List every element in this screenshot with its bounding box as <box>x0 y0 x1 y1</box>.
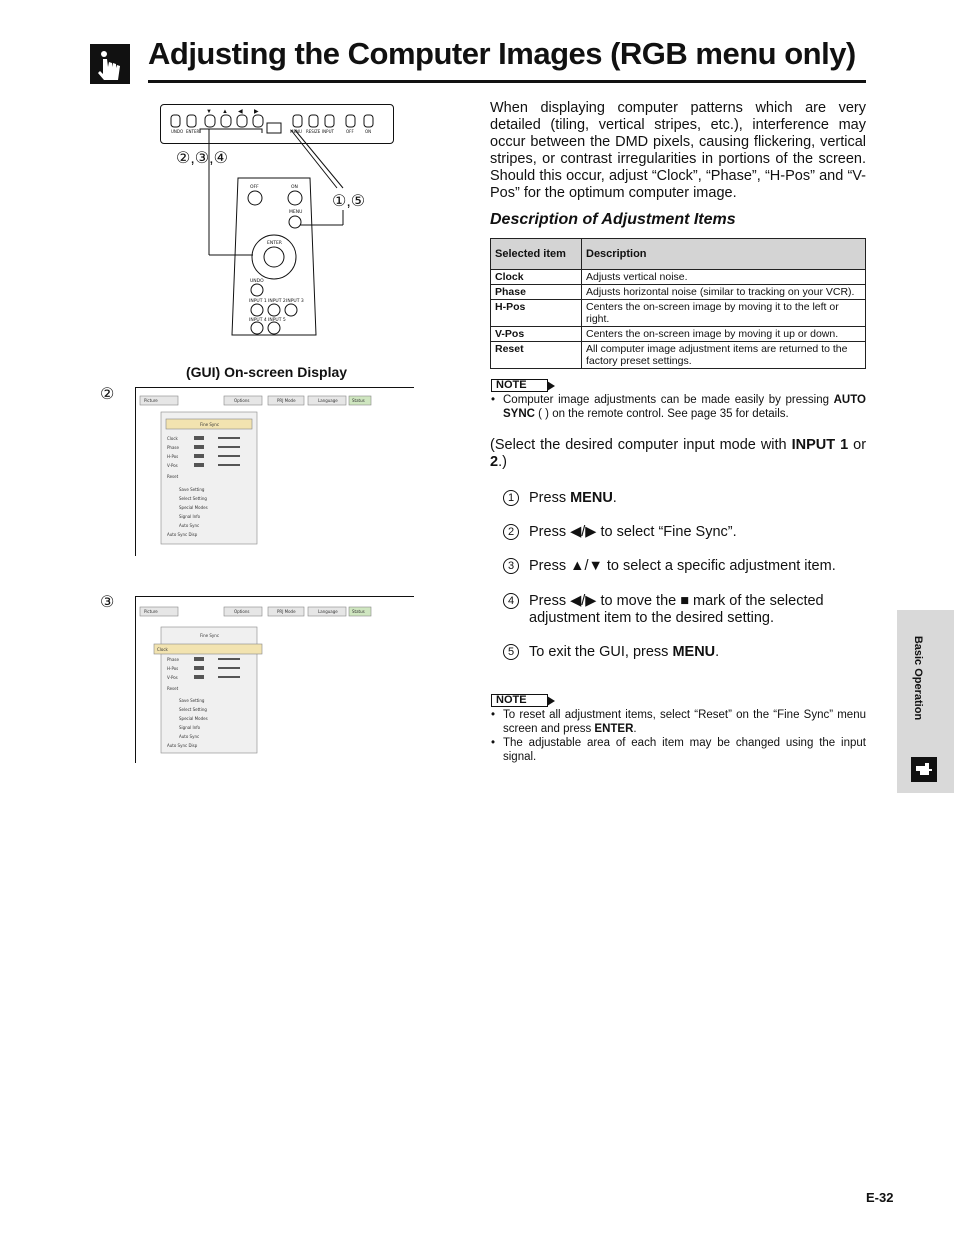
table-header-row <box>491 239 866 270</box>
svg-text:UNDO: UNDO <box>250 279 264 284</box>
svg-text:Signal Info: Signal Info <box>179 514 201 519</box>
svg-text:INPUT 3: INPUT 3 <box>286 299 304 304</box>
table-cell-description: Adjusts horizontal noise (similar to tracking on your VCR). <box>582 285 866 300</box>
table-row <box>491 342 866 369</box>
svg-text:Auto Sync: Auto Sync <box>179 523 200 528</box>
svg-text:Auto Sync Disp: Auto Sync Disp <box>167 743 198 748</box>
svg-text:◀: ◀ <box>238 109 243 115</box>
table-cell-item: Phase <box>491 285 582 300</box>
svg-text:V-Pos: V-Pos <box>167 675 178 680</box>
svg-text:INPUT 2: INPUT 2 <box>268 299 286 304</box>
note-2 <box>490 708 866 764</box>
step-1: 1 Press MENU. <box>503 490 866 507</box>
table-cell-item: Clock <box>491 270 582 285</box>
svg-text:▶: ▶ <box>254 109 259 115</box>
note-1-bullet: • Computer image adjustments can be made easily by pressing AUTO SYNC ( ) on the remote control. See page 35 for details. <box>490 393 866 421</box>
svg-text:INPUT 1: INPUT 1 <box>249 299 267 304</box>
svg-text:V-Pos: V-Pos <box>167 463 178 468</box>
svg-text:MENU: MENU <box>289 210 303 215</box>
svg-text:Reset: Reset <box>167 686 179 691</box>
note-2-bullet-1: • To reset all adjustment items, select “Reset” on the “Fine Sync” menu screen and press ENTER. <box>490 708 866 736</box>
figure-label-3: ③ <box>100 594 115 611</box>
svg-text:INPUT 4: INPUT 4 <box>249 318 267 323</box>
svg-text:Status: Status <box>352 398 365 403</box>
table-header-item: Selected item <box>491 239 582 270</box>
remote-top-resize: RESIZE <box>306 129 321 134</box>
step-2: 2 Press ◀/▶ to select “Fine Sync”. <box>503 524 866 541</box>
gui-screen-step3 <box>135 596 414 763</box>
table-cell-item: H-Pos <box>491 300 582 327</box>
adjustment-items-table <box>490 238 866 369</box>
gui-screen-step2 <box>135 387 414 556</box>
callout-steps-15: ①,⑤ <box>332 193 366 210</box>
remote-top-undo: UNDO <box>171 129 184 134</box>
svg-text:Auto Sync: Auto Sync <box>179 734 200 739</box>
remote-top-on: ON <box>365 129 372 134</box>
svg-text:ON: ON <box>291 185 298 190</box>
page-title: Adjusting the Computer Images (RGB menu only) <box>148 36 856 71</box>
svg-text:Save Setting: Save Setting <box>179 698 205 703</box>
table-cell-description: Centers the on-screen image by moving it to the left or right. <box>582 300 866 327</box>
step-4: 4 Press ◀/▶ to move the ■ mark of the selected adjustment item to the desired setting. <box>503 593 866 627</box>
svg-text:Auto Sync Disp: Auto Sync Disp <box>167 532 198 537</box>
svg-text:Select Setting: Select Setting <box>179 496 207 501</box>
svg-text:Special Modes: Special Modes <box>179 716 208 721</box>
svg-text:OFF: OFF <box>250 185 259 190</box>
svg-text:Phase: Phase <box>167 657 179 662</box>
intro-paragraph: When displaying computer patterns which are very detailed (tiling, vertical stripes, etc.), interference may occur between the DMD pixels, causing flickering, vertical stripes, or contrast irregularities in portions of the screen. Should this occur, adjust “Clock”, “Phase”, “H-Pos” and “V-Pos” for the optimum computer image. <box>490 100 866 201</box>
callout-steps-234: ②,③,④ <box>176 150 228 167</box>
svg-text:H-Pos: H-Pos <box>167 454 179 459</box>
svg-text:Picture: Picture <box>144 609 158 614</box>
svg-text:Clock: Clock <box>167 436 178 441</box>
description-heading: Description of Adjustment Items <box>490 211 736 228</box>
svg-text:Language: Language <box>318 609 338 614</box>
figure-label-2: ② <box>100 386 115 403</box>
svg-text:Options: Options <box>234 398 250 403</box>
step-3: 3 Press ▲/▼ to select a specific adjustment item. <box>503 558 866 575</box>
note-label-2: NOTE <box>491 694 548 707</box>
table-row <box>491 270 866 285</box>
pointing-hand-icon <box>911 757 937 782</box>
svg-text:INPUT 5: INPUT 5 <box>268 318 286 323</box>
note-1 <box>490 393 866 421</box>
select-input-instruction: (Select the desired computer input mode with INPUT 1 or 2.) <box>490 437 867 470</box>
svg-text:Fine Sync: Fine Sync <box>200 422 220 427</box>
remote-top-menu: MENU <box>290 129 302 134</box>
gui-caption: (GUI) On-screen Display <box>186 364 348 380</box>
svg-text:Phase: Phase <box>167 445 179 450</box>
svg-text:ENTER: ENTER <box>267 241 282 246</box>
svg-text:Language: Language <box>318 398 338 403</box>
svg-text:Reset: Reset <box>167 474 179 479</box>
table-cell-description: All computer image adjustment items are returned to the factory preset settings. <box>582 342 866 369</box>
table-cell-description: Centers the on-screen image by moving it up or down. <box>582 327 866 342</box>
auto-sync-key: AUTO SYNC <box>503 394 866 420</box>
svg-text:PRJ Mode: PRJ Mode <box>277 609 296 614</box>
svg-text:Signal Info: Signal Info <box>179 725 201 730</box>
note-tag-2 <box>491 690 548 704</box>
step-5: 5 To exit the GUI, press MENU. <box>503 644 866 661</box>
pointing-hand-icon <box>90 44 130 84</box>
page-number: E-32 <box>866 1190 894 1205</box>
title-rule <box>148 80 866 83</box>
table-row <box>491 327 866 342</box>
remote-top-off: OFF <box>346 129 354 134</box>
svg-text:Clock: Clock <box>157 647 168 652</box>
table-cell-item: V-Pos <box>491 327 582 342</box>
svg-text:PRJ Mode: PRJ Mode <box>277 398 296 403</box>
svg-text:▼: ▼ <box>206 109 212 115</box>
table-header-description: Description <box>582 239 866 270</box>
table-cell-description: Adjusts vertical noise. <box>582 270 866 285</box>
svg-text:Special Modes: Special Modes <box>179 505 208 510</box>
remote-top-enter: ENTER <box>186 129 200 134</box>
svg-text:▲: ▲ <box>222 109 228 115</box>
svg-text:Status: Status <box>352 609 365 614</box>
svg-text:Options: Options <box>234 609 250 614</box>
svg-text:Fine Sync: Fine Sync <box>200 633 220 638</box>
svg-text:H-Pos: H-Pos <box>167 666 179 671</box>
svg-text:Save Setting: Save Setting <box>179 487 205 492</box>
side-tab-label: Basic Operation <box>912 635 924 721</box>
note-label: NOTE <box>491 379 548 392</box>
table-row <box>491 300 866 327</box>
svg-text:Select Setting: Select Setting <box>179 707 207 712</box>
note-2-bullet-2: • The adjustable area of each item may be changed using the input signal. <box>490 736 866 764</box>
svg-text:Picture: Picture <box>144 398 158 403</box>
note-tag-1 <box>491 375 548 389</box>
remote-control-illustration <box>150 110 390 340</box>
table-cell-item: Reset <box>491 342 582 369</box>
remote-top-input: INPUT <box>322 129 334 134</box>
table-row <box>491 285 866 300</box>
